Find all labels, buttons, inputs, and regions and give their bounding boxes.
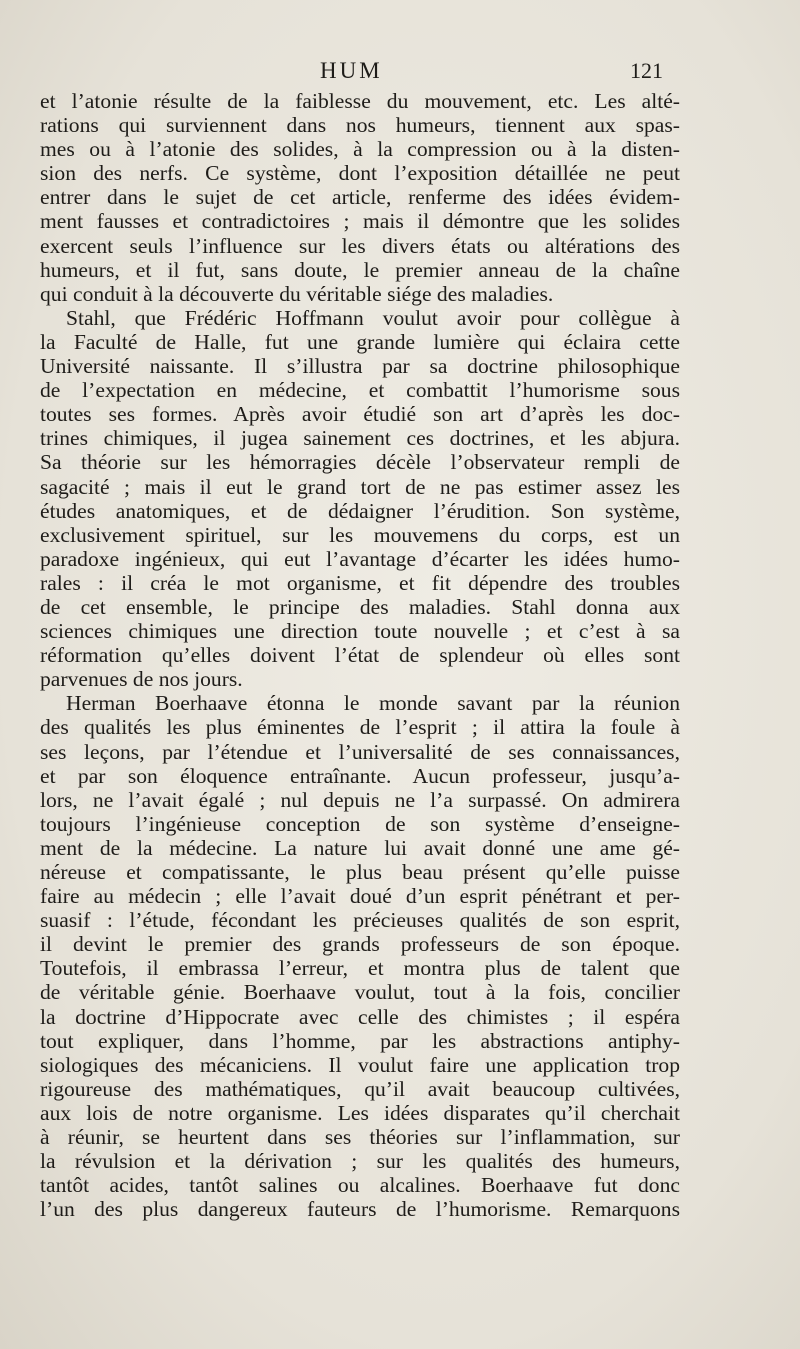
text-line: à réunir, se heurtent dans ses théories sur l’inflammation, sur (40, 1125, 680, 1150)
page-number: 121 (630, 58, 663, 83)
text-line: exclusivement spirituel, sur les mouvemens du corps, est un (40, 522, 680, 547)
text-line: Herman Boerhaave étonna le monde savant par la réunion (66, 691, 680, 716)
text-line: lors, ne l’avait égalé ; nul depuis ne l’a surpassé. On admirera (40, 787, 680, 812)
text-line: études anatomiques, et de dédaigner l’érudition. Son système, (40, 498, 680, 523)
text-line: toujours l’ingénieuse conception de son système d’enseigne- (40, 811, 680, 836)
text-line: rations qui surviennent dans nos humeurs, tiennent aux spas- (40, 113, 680, 138)
text-line: la doctrine d’Hippocrate avec celle des chimistes ; il espéra (40, 1004, 680, 1029)
text-line: de cet ensemble, le principe des maladies. Stahl donna aux (40, 594, 680, 619)
text-line: toutes ses formes. Après avoir étudié son art d’après les doc- (40, 402, 680, 427)
text-line: paradoxe ingénieux, qui eut l’avantage d’écarter les idées humo- (40, 546, 680, 571)
text-line: entrer dans le sujet de cet article, renferme des idées évidem- (40, 185, 680, 210)
text-line: de l’expectation en médecine, et combattit l’humorisme sous (40, 378, 680, 403)
text-line: Sa théorie sur les hémorragies décèle l’observateur rempli de (40, 450, 680, 475)
text-line: Stahl, que Frédéric Hoffmann voulut avoir pour collègue à (66, 305, 680, 330)
running-head (0, 58, 800, 88)
text-line: humeurs, et il fut, sans doute, le premier anneau de la chaîne (40, 257, 680, 282)
text-line: tantôt acides, tantôt salines ou alcalines. Boerhaave fut donc (40, 1173, 680, 1198)
text-line: qui conduit à la découverte du véritable siége des maladies. (40, 281, 554, 306)
text-line: aux lois de notre organisme. Les idées disparates qu’il cherchait (40, 1100, 680, 1125)
text-line: mes ou à l’atonie des solides, à la compression ou à la disten- (40, 137, 680, 162)
text-line: tout expliquer, dans l’homme, par les abstractions antiphy- (40, 1028, 680, 1053)
text-line: la révulsion et la dérivation ; sur les qualités des humeurs, (40, 1149, 680, 1174)
text-line: réformation qu’elles doivent l’état de splendeur où elles sont (40, 643, 680, 668)
text-line: ses leçons, par l’étendue et l’universalité de ses connaissances, (40, 739, 680, 764)
running-title: HUM (320, 58, 383, 83)
text-line: et par son éloquence entraînante. Aucun professeur, jusqu’a- (40, 763, 680, 788)
text-line: l’un des plus dangereux fauteurs de l’humorisme. Remarquons (40, 1197, 680, 1222)
body-text (40, 89, 680, 1221)
text-line: il devint le premier des grands professeurs de son époque. (40, 932, 680, 957)
text-line: rales : il créa le mot organisme, et fit dépendre des troubles (40, 570, 680, 595)
text-line: de véritable génie. Boerhaave voulut, tout à la fois, concilier (40, 980, 680, 1005)
text-line: ment de la médecine. La nature lui avait donné une ame gé- (40, 835, 680, 860)
text-line: néreuse et compatissante, le plus beau présent qu’elle puisse (40, 860, 680, 884)
text-line: Toutefois, il embrassa l’erreur, et montra plus de talent que (40, 956, 680, 981)
text-line: des qualités les plus éminentes de l’esprit ; il attira la foule à (40, 715, 680, 740)
text-line: suasif : l’étude, fécondant les précieuses qualités de son esprit, (40, 908, 680, 933)
text-line: sion des nerfs. Ce système, dont l’exposition détaillée ne peut (40, 161, 680, 186)
text-line: sagacité ; mais il eut le grand tort de ne pas estimer assez les (40, 474, 680, 499)
text-line: trines chimiques, il jugea sainement ces doctrines, et les abjura. (40, 426, 680, 451)
text-line: exercent seuls l’influence sur les divers états ou altérations des (40, 233, 680, 258)
text-line: et l’atonie résulte de la faiblesse du mouvement, etc. Les alté- (40, 89, 680, 113)
text-line: faire au médecin ; elle l’avait doué d’un esprit pénétrant et per- (40, 884, 680, 909)
text-line: Université naissante. Il s’illustra par sa doctrine philosophique (40, 354, 680, 379)
text-line: parvenues de nos jours. (40, 667, 243, 692)
text-line: sciences chimiques une direction toute nouvelle ; et c’est à sa (40, 619, 680, 644)
text-line: rigoureuse des mathématiques, qu’il avait beaucoup cultivées, (40, 1076, 680, 1101)
text-line: ment fausses et contradictoires ; mais il démontre que les solides (40, 209, 680, 234)
text-line: siologiques des mécaniciens. Il voulut faire une application trop (40, 1052, 680, 1077)
text-line: la Faculté de Halle, fut une grande lumière qui éclaira cette (40, 329, 680, 354)
